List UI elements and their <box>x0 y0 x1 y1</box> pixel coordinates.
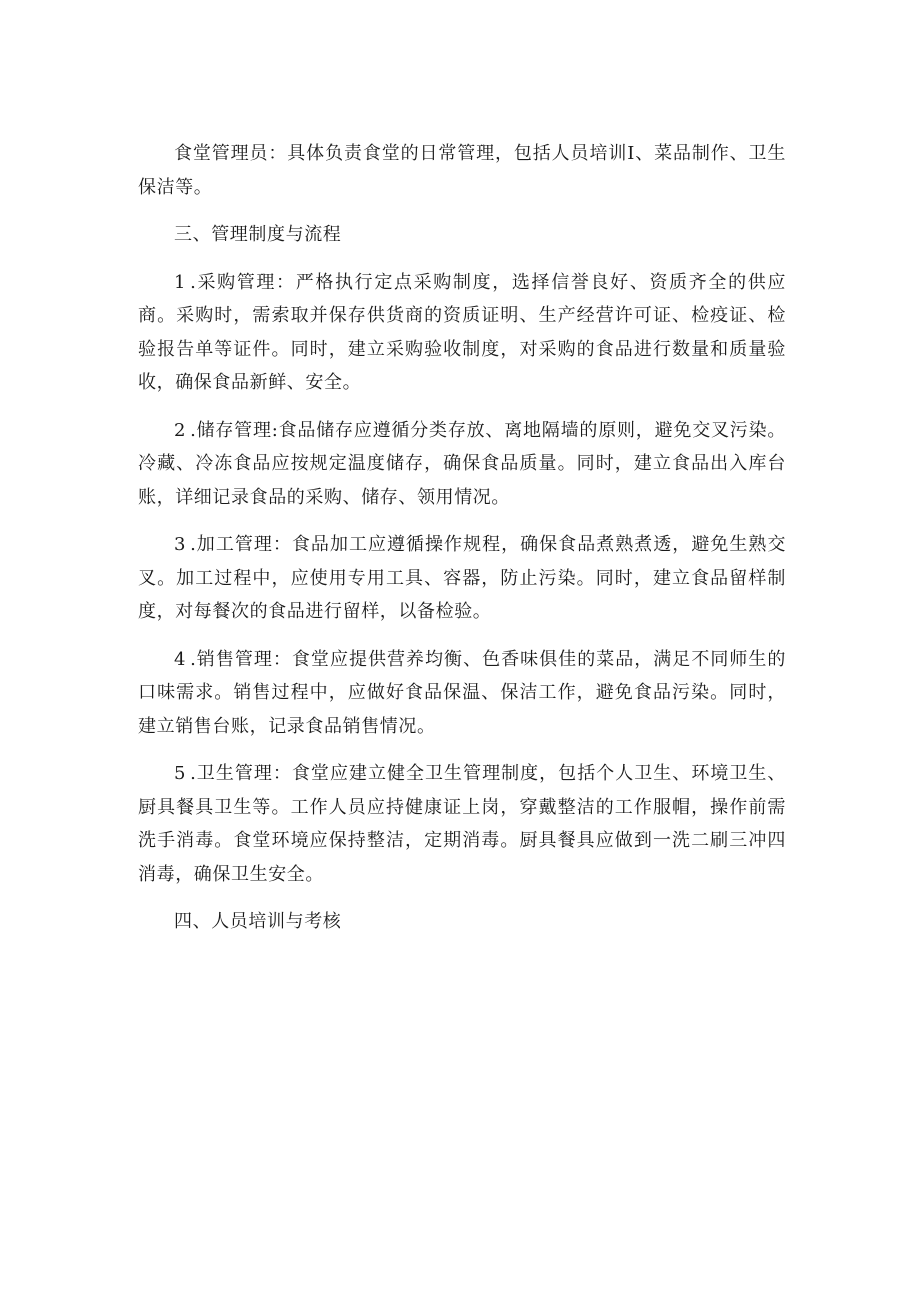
list-item-purchasing <box>138 266 786 400</box>
heading-text: 四、人员培训与考核 <box>174 911 342 932</box>
paragraph-text: .加工管理：食品加工应遵循操作规程，确保食品煮熟煮透，避免生熟交叉。加工过程中，应使用专用工具、容器，防止污染。同时，建立食品留样制度，对每餐次的食品进行留样，以备检验。 <box>138 534 786 622</box>
item-number: 5 <box>174 763 187 784</box>
document-page <box>138 137 786 953</box>
paragraph-text: 食堂管理员：具体负责食堂的日常管理，包括人员培训I、菜品制作、卫生保洁等。 <box>138 143 786 198</box>
paragraph-text: .采购管理：严格执行定点采购制度，选择信誉良好、资质齐全的供应商。采购时，需索取并保存供货商的资质证明、生产经营许可证、检疫证、检验报告单等证件。同时，建立采购验收制度，对采购的食品进行数量和质量验收，确保食品新鲜、安全。 <box>138 271 786 393</box>
paragraph-text: .卫生管理：食堂应建立健全卫生管理制度，包括个人卫生、环境卫生、厨具餐具卫生等。工作人员应持健康证上岗，穿戴整洁的工作服帽，操作前需洗手消毒。食堂环境应保持整洁，定期消毒。厨具餐具应做到一洗二刷三冲四消毒，确保卫生安全。 <box>138 763 786 885</box>
item-number: 4 <box>174 648 187 670</box>
list-item-storage <box>138 414 786 515</box>
list-item-processing <box>138 528 786 629</box>
paragraph-canteen-manager <box>138 137 786 204</box>
list-item-hygiene <box>138 757 786 891</box>
paragraph-text: .销售管理：食堂应提供营养均衡、色香味俱佳的菜品，满足不同师生的口味需求。销售过程中，应做好食品保温、保洁工作，避免食品污染。同时，建立销售台账，记录食品销售情况。 <box>138 648 786 737</box>
list-item-sales <box>138 643 786 744</box>
paragraph-text: .储存管理:食品储存应遵循分类存放、离地隔墙的原则，避免交叉污染。冷藏、冷冻食品应按规定温度储存，确保食品质量。同时，建立食品出入库台账，详细记录食品的采购、储存、领用情况。 <box>138 419 786 508</box>
item-number: 3 <box>174 534 187 555</box>
section-heading-3 <box>138 218 786 252</box>
item-number: 2 <box>174 419 187 441</box>
item-number: 1 <box>174 271 187 293</box>
heading-text: 三、管理制度与流程 <box>174 224 342 245</box>
section-heading-4 <box>138 905 786 939</box>
